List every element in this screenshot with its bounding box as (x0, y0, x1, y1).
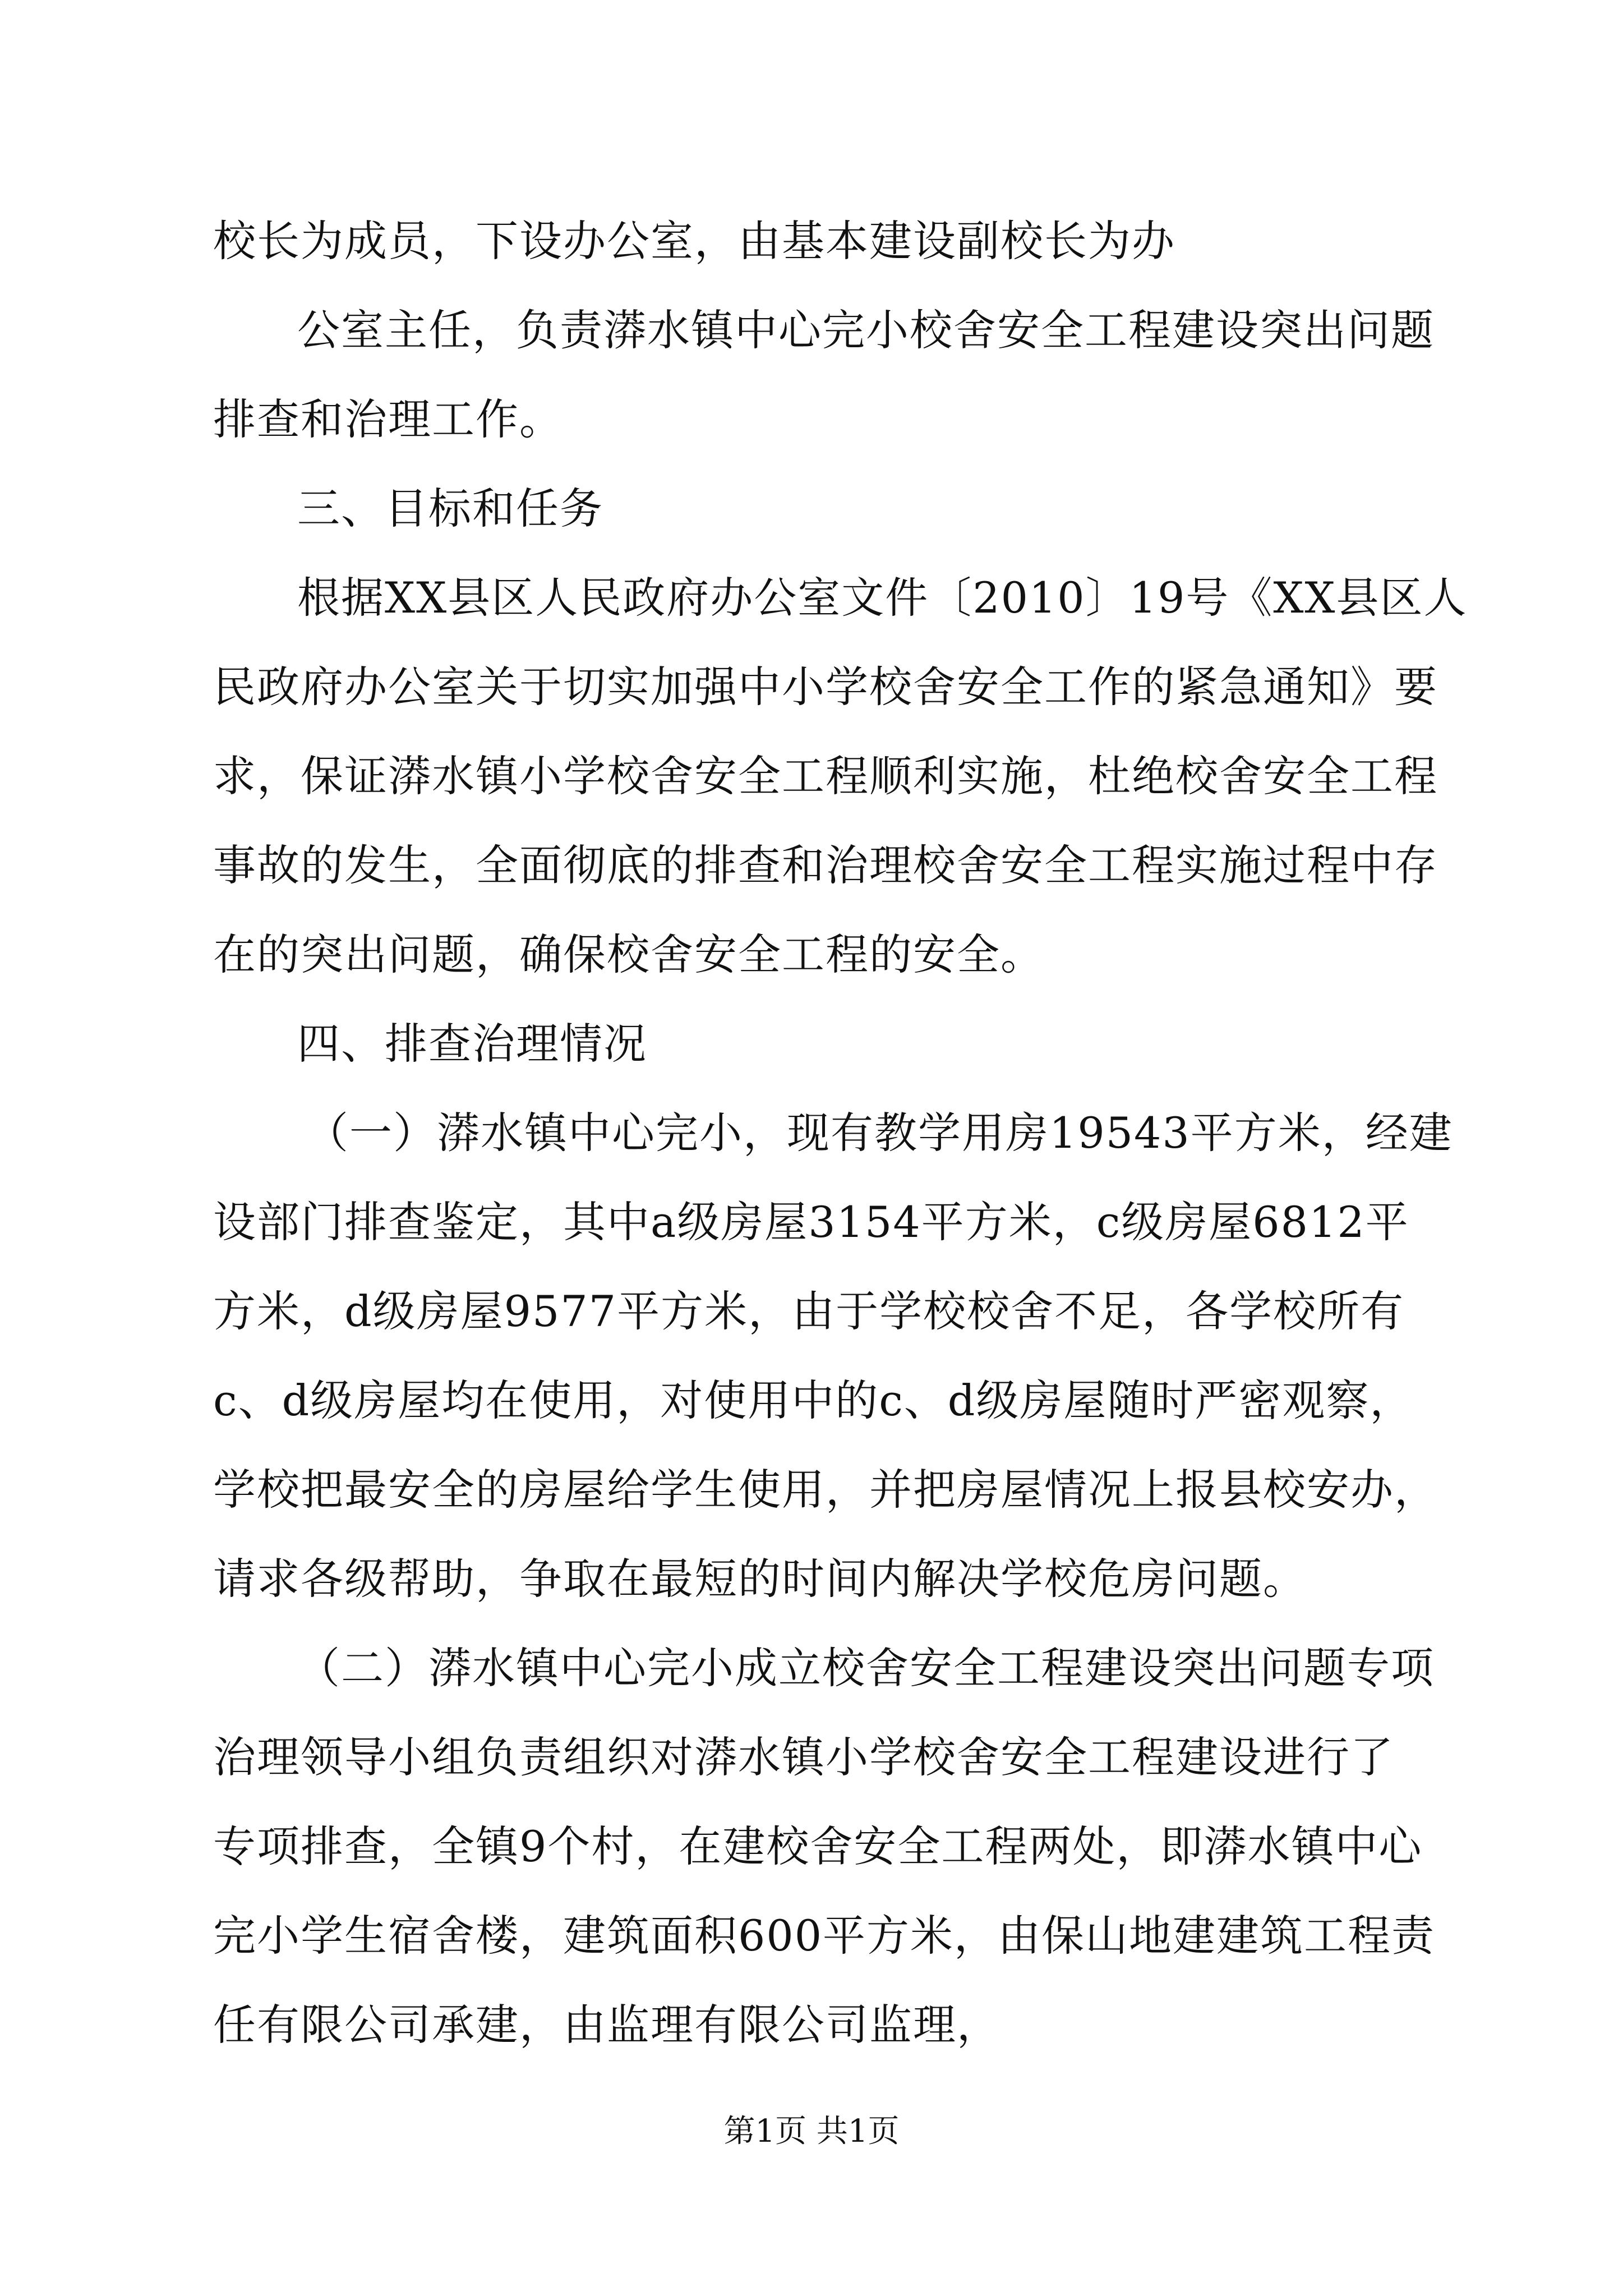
text-line: 公室主任，负责漭水镇中心完小校舍安全工程建设突出问题 (297, 305, 1435, 355)
text-line: 根据XX县区人民政府办公室文件〔2010〕19号《XX县区人 (297, 573, 1468, 623)
text-line: （二）漭水镇中心完小成立校舍安全工程建设突出问题专项 (297, 1643, 1435, 1693)
text-line: 专项排查，全镇9个村，在建校舍安全工程两处，即漭水镇中心 (213, 1821, 1423, 1871)
text-line: 校长为成员，下设办公室，由基本建设副校长为办 (213, 216, 1175, 266)
text-line: 设部门排查鉴定，其中a级房屋3154平方米，c级房屋6812平 (213, 1197, 1409, 1247)
text-line: （一）漭水镇中心完小，现有教学用房19543平方米，经建 (306, 1108, 1453, 1158)
text-line: 民政府办公室关于切实加强中小学校舍安全工作的紧急通知》要 (213, 662, 1438, 712)
section-heading: 四、排查治理情况 (297, 1019, 647, 1069)
text-line: 完小学生宿舍楼，建筑面积600平方米，由保山地建建筑工程责 (213, 1911, 1436, 1961)
page-footer: 第1页 共1页 (723, 2113, 900, 2150)
text-line: c、d级房屋均在使用，对使用中的c、d级房屋随时严密观察， (213, 1375, 1414, 1425)
text-line: 事故的发生，全面彻底的排查和治理校舍安全工程实施过程中存 (213, 840, 1438, 890)
text-line: 请求各级帮助，争取在最短的时间内解决学校危房问题。 (213, 1554, 1307, 1604)
section-heading: 三、目标和任务 (297, 484, 603, 533)
text-line: 任有限公司承建，由监理有限公司监理， (213, 2000, 1000, 2050)
text-line: 方米，d级房屋9577平方米，由于学校校舍不足，各学校所有 (213, 1286, 1405, 1336)
text-line: 治理领导小组负责组织对漭水镇小学校舍安全工程建设进行了 (213, 1732, 1394, 1782)
text-line: 在的突出问题，确保校舍安全工程的安全。 (213, 930, 1044, 979)
text-line: 学校把最安全的房屋给学生使用，并把房屋情况上报县校安办， (213, 1465, 1438, 1515)
text-line: 排查和治理工作。 (213, 394, 563, 444)
text-line: 求，保证漭水镇小学校舍安全工程顺利实施，杜绝校舍安全工程 (213, 751, 1438, 801)
